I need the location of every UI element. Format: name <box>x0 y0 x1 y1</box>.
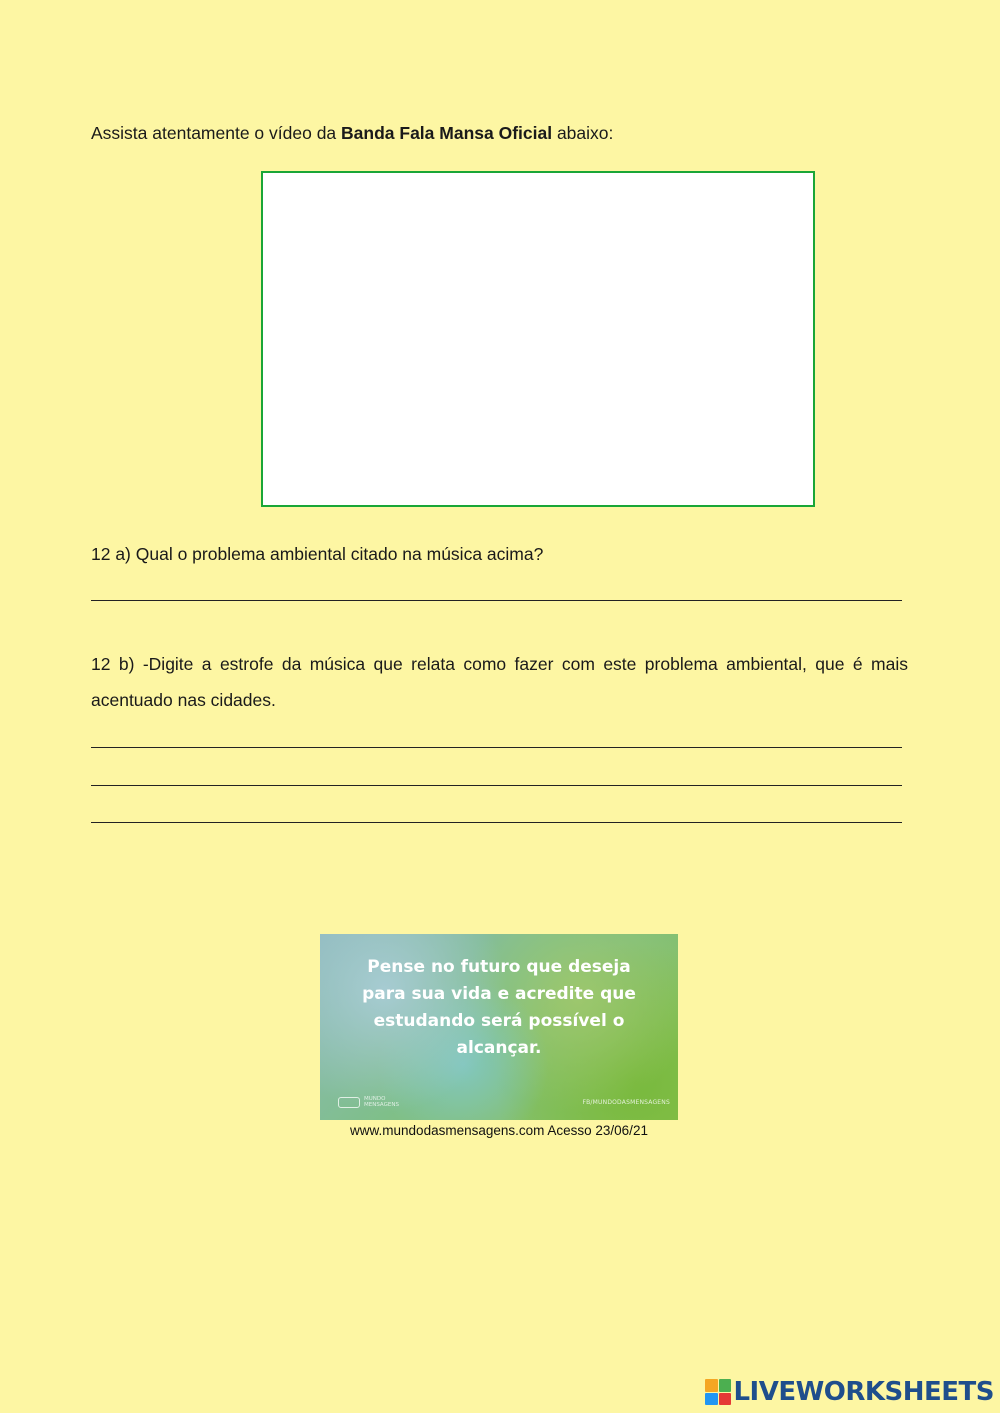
answer-field-12b-line-1[interactable] <box>91 747 902 748</box>
intro-suffix: abaixo: <box>552 123 614 143</box>
liveworksheets-brand <box>705 1377 994 1407</box>
intro-text <box>91 121 613 145</box>
answer-field-12b-line-2[interactable] <box>91 785 902 786</box>
band-name: Banda Fala Mansa Oficial <box>341 123 553 143</box>
cube-tile-2 <box>719 1379 732 1392</box>
quote-text: Pense no futuro que deseja para sua vida e acredite que estudando será possível o alcançar. <box>362 957 636 1058</box>
logo-text: MUNDO MENSAGENS <box>364 1096 399 1108</box>
motivational-quote-image <box>320 934 678 1120</box>
intro-prefix: Assista atentamente o vídeo da <box>91 123 342 143</box>
liveworksheets-cube-icon <box>705 1379 731 1405</box>
mundo-mensagens-logo <box>338 1096 398 1108</box>
cube-tile-1 <box>705 1379 718 1392</box>
answer-field-12a[interactable] <box>91 600 902 601</box>
cube-tile-3 <box>705 1393 718 1406</box>
question-12a: 12 a) Qual o problema ambiental citado na música acima? <box>91 544 544 564</box>
question-12b: 12 b) -Digite a estrofe da música que relata como fazer com este problema ambiental, que é mais acentuado nas cidades. <box>91 654 908 710</box>
video-embed-frame[interactable] <box>261 171 815 507</box>
social-handle: FB/MUNDODASMENSAGENS <box>582 1099 670 1106</box>
image-caption: www.mundodasmensagens.com Acesso 23/06/21 <box>350 1123 648 1138</box>
speech-bubble-icon <box>338 1097 360 1108</box>
cube-tile-4 <box>719 1393 732 1406</box>
brand-name: LIVEWORKSHEETS <box>733 1377 994 1407</box>
answer-field-12b-line-3[interactable] <box>91 822 902 823</box>
